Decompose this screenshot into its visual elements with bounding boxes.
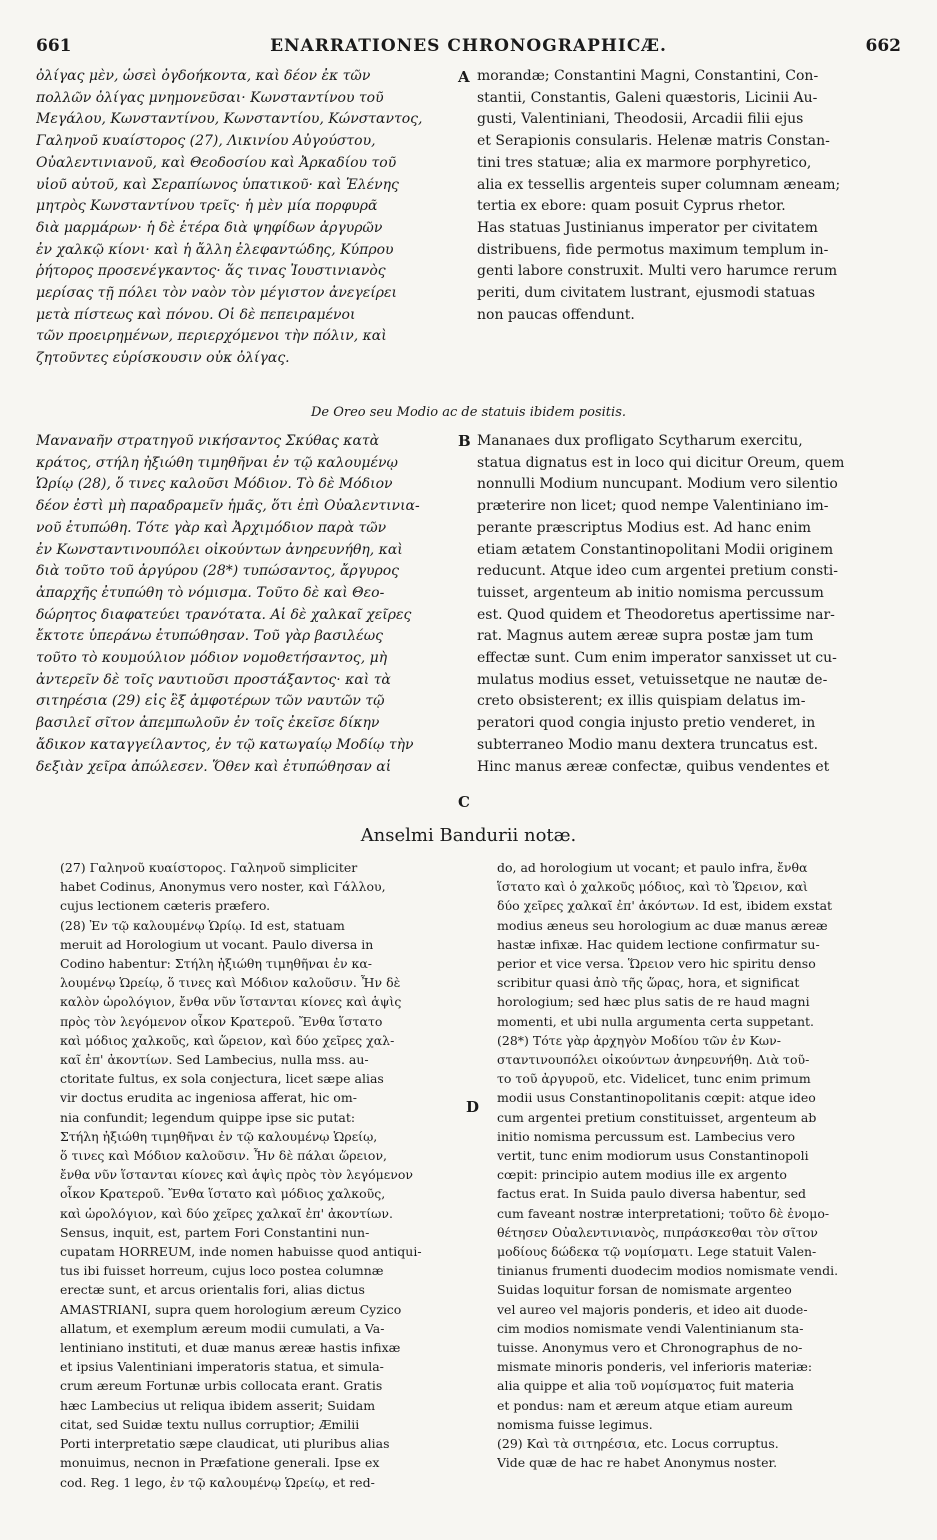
- text-line: ἔνθα νῦν ἵστανται κίονες καὶ ἁψὶς πρὸς τὸν λεγόμενον: [60, 1167, 413, 1183]
- text-line: τοῦτο τὸ κουμούλιον μόδιον νομοθετήσαντος, μὴ: [36, 650, 388, 667]
- text-line: modius æneus seu horologium ac duæ manus æreæ: [497, 917, 828, 933]
- text-line: ctoritate fultus, ex sola conjectura, licet sæpe alias: [60, 1071, 384, 1087]
- text-line: ἵστατο καὶ ὁ χαλκοῦς μόδιος, καὶ τὸ Ὥρειον, καὶ: [497, 879, 808, 895]
- text-line: δύο χεῖρες χαλκαῖ ἐπ' ἀκόντων. Id est, ibidem exstat: [497, 898, 833, 914]
- text-line: (28*) Τότε γὰρ ἀρχηγὸν Μοδίου τῶν ἐν Κων-: [497, 1032, 781, 1048]
- notes-right-column: [497, 858, 905, 1473]
- text-line: θέτησεν Οὐαλεντινιανὸς, πιπράσκεσθαι τὸν σῖτον: [497, 1224, 818, 1240]
- notes-title: Anselmi Bandurii notæ.: [360, 825, 577, 846]
- text-line: et ipsius Valentiniani imperatoris statua, et simula-: [60, 1359, 384, 1375]
- text-line: μητρὸς Κωνσταντίνου τρεῖς· ἡ μὲν μία πορφυρᾶ: [36, 198, 378, 215]
- text-line: Codino habentur: Στήλη ἠξιώθη τιμηθῆναι ἐν κα-: [60, 956, 373, 972]
- text-line: tertia ex ebore: quam posuit Cyprus rhetor.: [477, 198, 786, 215]
- text-line: ζητοῦντες εὑρίσκουσιν οὐκ ὀλίγας.: [36, 350, 290, 367]
- text-line: peratori quod congia injusto pretio venderet, in: [477, 715, 816, 732]
- text-line: AMASTRIANI, supra quem horologium æreum Cyzico: [60, 1301, 402, 1317]
- text-line: καὶ ὡρολόγιον, καὶ δύο χεῖρες χαλκαῖ ἐπ' ἀκοντίων.: [60, 1205, 393, 1221]
- text-line: alia ex tessellis argenteis super columnam æneam;: [477, 176, 841, 193]
- text-line: λουμένῳ Ὡρείῳ, ὅ τινες καὶ Μόδιον καλοῦσιν. Ἦν δὲ: [60, 975, 401, 991]
- text-line: creto obsisterent; ex illis quispiam delatus im-: [477, 693, 806, 710]
- text-line: το τοῦ ἀργυροῦ, etc. Videlicet, tunc enim primum: [497, 1071, 811, 1087]
- text-line: rat. Magnus autem æreæ supra postæ jam tum: [477, 628, 814, 645]
- text-line: erectæ sunt, et arcus orientalis fori, alias dictus: [60, 1282, 365, 1298]
- text-line: σταντινουπόλει οἰκούντων ἀνηρευνήθη. Διὰ τοῦ-: [497, 1052, 810, 1068]
- text-line: διὰ τοῦτο τοῦ ἀργύρου (28*) τυπώσαντος, ἄργυρος: [36, 563, 400, 580]
- text-line: mismate minoris ponderis, vel inferioris materiæ:: [497, 1359, 813, 1375]
- text-line: vir doctus erudita ac ingeniosa afferat, hic om-: [60, 1090, 357, 1106]
- text-line: Μαναναῆν στρατηγοῦ νικήσαντος Σκύθας κατὰ: [36, 433, 380, 449]
- text-line: cum faveant nostræ interpretationi; τοῦτο δὲ ἐνομο-: [497, 1205, 830, 1221]
- text-line: est. Quod quidem et Theodoretus apertissime nar-: [477, 606, 835, 623]
- running-header: [36, 36, 901, 62]
- text-line: et pondus: nam et æreum atque etiam aureum: [497, 1397, 793, 1413]
- text-line: crum æreum Fortunæ urbis collocata erant. Gratis: [60, 1378, 383, 1394]
- text-line: nomisma fuisse legimus.: [497, 1416, 653, 1432]
- text-line: μοδίους δώδεκα τῷ νομίσματι. Lege statuit Valen-: [497, 1244, 817, 1260]
- text-line: genti labore construxit. Multi vero harumce rerum: [477, 263, 838, 280]
- text-line: υἱοῦ αὐτοῦ, καὶ Σεραπίωνος ὑπατικοῦ· καὶ Ἑλένης: [36, 176, 399, 193]
- text-line: Mananaes dux profligato Scytharum exercitu,: [477, 433, 803, 449]
- text-line: δέον ἐστὶ μὴ παραδραμεῖν ἡμᾶς, ὅτι ἐπὶ Οὐαλεντινια-: [36, 498, 420, 515]
- text-line: cupatam HORREUM, inde nomen habuisse quod antiqui-: [60, 1244, 422, 1260]
- text-line: Ὡρίῳ (28), ὅ τινες καλοῦσι Μόδιον. Τὸ δὲ Μόδιον: [36, 476, 393, 493]
- text-line: ἐν χαλκῷ κίονι· καὶ ἡ ἄλλη ἐλεφαντώδης, Κύπρου: [36, 241, 394, 258]
- text-line: vel aureo vel majoris ponderis, et ideo ait duode-: [497, 1301, 808, 1317]
- text-line: alia quippe et alia τοῦ νομίσματος fuit materia: [497, 1378, 795, 1394]
- text-line: morandæ; Constantini Magni, Constantini, Con-: [477, 68, 819, 84]
- text-line: effectæ sunt. Cum enim imperator sanxisset ut cu-: [477, 650, 837, 667]
- text-line: (29) Καὶ τὰ σιτηρέσια, etc. Locus corruptus.: [497, 1436, 779, 1452]
- text-line: non paucas offendunt.: [477, 306, 635, 323]
- text-line: et Serapionis consularis. Helenæ matris Constan-: [477, 133, 830, 150]
- text-line: Vide quæ de hac re habet Anonymus noster.: [497, 1455, 778, 1471]
- text-line: Sensus, inquit, est, partem Fori Constantini nun-: [60, 1224, 370, 1240]
- text-line: vertit, tunc enim modiorum usus Constantinopoli: [497, 1148, 809, 1164]
- text-line: καὶ μόδιος χαλκοῦς, καὶ ὥρειον, καὶ δύο χεῖρες χαλ-: [60, 1032, 395, 1048]
- text-line: periti, dum civitatem lustrant, ejusmodi statuas: [477, 285, 816, 302]
- text-line: initio nomisma percussum est. Lambecius vero: [497, 1128, 796, 1144]
- text-line: præterire non licet; quod nempe Valentiniano im-: [477, 498, 829, 515]
- text-line: tus ibi fuisset horreum, cujus loco postea columnæ: [60, 1263, 384, 1279]
- text-line: σιτηρέσια (29) εἰς ἓξ ἀμφοτέρων τῶν ναυτῶν τῷ: [36, 693, 385, 710]
- section-marker-c: C: [458, 793, 470, 811]
- text-line: πρὸς τὸν λεγόμενον οἶκον Κρατεροῦ. Ἔνθα ἵστατο: [60, 1013, 383, 1029]
- text-line: κράτος, στήλη ἠξιώθη τιμηθῆναι ἐν τῷ καλουμένῳ: [36, 454, 398, 471]
- running-title: ENARRATIONES CHRONOGRAPHICÆ.: [270, 36, 667, 56]
- text-line: gusti, Valentiniani, Theodosii, Arcadii filii ejus: [477, 111, 804, 128]
- text-line: Μεγάλου, Κωνσταντίνου, Κωνσταντίου, Κώνσταντος,: [36, 111, 423, 128]
- text-line: momenti, et ubi nulla argumenta certa suppetant.: [497, 1013, 815, 1029]
- text-line: perior et vice versa. Ὥρειον vero hic spiritu denso: [497, 956, 816, 972]
- text-line: tuisset, argenteum ab initio nomisma percussum: [477, 584, 824, 601]
- text-line: ἔκτοτε ὑπεράνω ἐτυπώθησαν. Τοῦ γὰρ βασιλέως: [36, 628, 383, 645]
- section2-greek-column: [36, 431, 466, 778]
- page-number-right: 662: [865, 36, 901, 56]
- text-line: do, ad horologium ut vocant; et paulo infra, ἔνθα: [497, 860, 808, 875]
- text-line: stantii, Constantis, Galeni quæstoris, Licinii Au-: [477, 89, 818, 106]
- text-line: νοῦ ἐτυπώθη. Τότε γὰρ καὶ Ἀρχιμόδιον παρὰ τῶν: [36, 519, 387, 536]
- text-line: διὰ μαρμάρων· ἡ δὲ ἑτέρα διὰ ψηφίδων ἀργυρῶν: [36, 219, 383, 236]
- text-line: cum argentei pretium constituisset, argenteum ab: [497, 1109, 817, 1125]
- text-line: nonnulli Modium nuncupant. Modium vero silentio: [477, 476, 838, 493]
- text-line: δώρητος διαφατεύει τρανότατα. Αἱ δὲ χαλκαῖ χεῖρες: [36, 606, 412, 623]
- text-line: mulatus modius esset, vetuissetque ne nautæ de-: [477, 671, 828, 688]
- text-line: Γαληνοῦ κυαίστορος (27), Λικινίου Αὐγούστου,: [36, 133, 376, 150]
- text-line: cim modios nomismate vendi Valentinianum sta-: [497, 1320, 804, 1336]
- text-line: reducunt. Atque ideo cum argentei pretium consti-: [477, 563, 838, 580]
- text-line: meruit ad Horologium ut vocant. Paulo diversa in: [60, 936, 374, 952]
- text-line: factus erat. In Suida paulo diversa habentur, sed: [497, 1186, 807, 1202]
- section-marker-a: A: [458, 68, 470, 86]
- text-line: hæc Lambecius ut reliqua ibidem asserit; Suidam: [60, 1397, 376, 1413]
- page-number-left: 661: [36, 36, 72, 56]
- text-line: cujus lectionem cæteris præfero.: [60, 898, 271, 914]
- text-line: (27) Γαληνοῦ κυαίστορος. Γαληνοῦ simpliciter: [60, 860, 358, 875]
- text-line: ὅ τινες καὶ Μόδιον καλοῦσιν. Ἦν δὲ πάλαι ὥρειον,: [60, 1148, 388, 1164]
- text-line: horologium; sed hæc plus satis de re haud magni: [497, 994, 810, 1010]
- text-line: distribuens, fide permotus maximum templum in-: [477, 241, 829, 258]
- text-line: scribitur quasi ἀπὸ τῆς ὥρας, hora, et significat: [497, 975, 800, 991]
- text-line: modii usus Constantinopolitanis cœpit: atque ideo: [497, 1090, 816, 1106]
- text-line: ῥήτορος προσενέγκαντος· ἅς τινας Ἰουστινιανὸς: [36, 263, 386, 280]
- text-line: Has statuas Justinianus imperator per civitatem: [477, 219, 818, 236]
- text-line: cœpit: principio autem modius ille ex argento: [497, 1167, 787, 1183]
- text-line: statua dignatus est in loco qui dicitur Oreum, quem: [477, 454, 845, 471]
- text-line: ἀπαρχῆς ἐτυπώθη τὸ νόμισμα. Τοῦτο δὲ καὶ Θεο-: [36, 584, 385, 601]
- notes-left-column: [60, 858, 460, 1492]
- text-line: Οὐαλεντινιανοῦ, καὶ Θεοδοσίου καὶ Ἀρκαδίου τοῦ: [36, 154, 397, 171]
- text-line: ἀντερεῖν δὲ τοῖς ναυτιοῦσι προστάξαντος· καὶ τὰ: [36, 671, 391, 688]
- text-line: nia confundit; legendum quippe ipse sic putat:: [60, 1109, 356, 1125]
- section-marker-d: D: [466, 1098, 480, 1116]
- text-line: subterraneo Modio manu dextera truncatus est.: [477, 736, 819, 753]
- text-line: μετὰ πίστεως καὶ πόνου. Οἱ δὲ πεπειραμένοι: [36, 306, 356, 323]
- section-marker-b: B: [458, 432, 471, 450]
- text-line: citat, sed Suidæ textu nullus corruptior; Æmilii: [60, 1416, 360, 1432]
- text-line: allatum, et exemplum æreum modii cumulati, a Va-: [60, 1320, 385, 1336]
- text-line: οἶκον Κρατεροῦ. Ἔνθα ἵστατο καὶ μόδιος χαλκοῦς,: [60, 1186, 386, 1202]
- section2-latin-column: [477, 431, 903, 778]
- text-line: monuimus, necnon in Præfatione generali. Ipse ex: [60, 1455, 380, 1471]
- text-line: καῖ ἐπ' ἀκοντίων. Sed Lambecius, nulla mss. au-: [60, 1052, 369, 1068]
- text-line: (28) Ἐν τῷ καλουμένῳ Ὡρίῳ. Id est, statuam: [60, 917, 345, 933]
- text-line: perante præscriptus Modius est. Ad hanc enim: [477, 519, 812, 536]
- text-line: habet Codinus, Anonymus vero noster, καὶ Γάλλου,: [60, 879, 386, 895]
- text-line: lentiniano instituti, et duæ manus æreæ hastis infixæ: [60, 1340, 401, 1356]
- text-line: tini tres statuæ; alia ex marmore porphyretico,: [477, 154, 812, 171]
- subheading: De Oreo seu Modio ac de statuis ibidem positis.: [310, 405, 626, 420]
- text-line: Porti interpretatio sæpe claudicat, uti pluribus alias: [60, 1436, 390, 1452]
- text-line: καλὸν ὡρολόγιον, ἔνθα νῦν ἵστανται κίονες καὶ ἁψὶς: [60, 994, 402, 1010]
- text-line: cod. Reg. 1 lego, ἐν τῷ καλουμένῳ Ὡρείῳ, et red-: [60, 1474, 375, 1490]
- text-line: ἐν Κωνσταντινουπόλει οἰκούντων ἀνηρευνήθη, καὶ: [36, 541, 403, 558]
- section1-latin-column: [477, 66, 903, 326]
- text-line: Suidas loquitur forsan de nomismate argenteo: [497, 1282, 792, 1298]
- text-line: tuisse. Anonymus vero et Chronographus de no-: [497, 1340, 803, 1356]
- text-line: πολλῶν ὀλίγας μνημονεῦσαι· Κωνσταντίνου τοῦ: [36, 89, 384, 106]
- text-line: etiam ætatem Constantinopolitani Modii originem: [477, 541, 834, 558]
- text-line: ὀλίγας μὲν, ὡσεὶ ὀγδοήκοντα, καὶ δέον ἐκ τῶν: [36, 68, 371, 84]
- text-line: Στήλη ἠξιώθη τιμηθῆναι ἐν τῷ καλουμένῳ Ὡρείῳ,: [60, 1128, 378, 1144]
- text-line: tinianus frumenti duodecim modios nomismate vendi.: [497, 1263, 839, 1279]
- text-line: Hinc manus æreæ confectæ, quibus vendentes et: [477, 758, 830, 775]
- text-line: μερίσας τῇ πόλει τὸν ναὸν τὸν μέγιστον ἀνεγείρει: [36, 285, 398, 302]
- text-line: ἄδικον καταγγείλαντος, ἐν τῷ κατωγαίῳ Μοδίῳ τὴν: [36, 736, 414, 753]
- text-line: δεξιὰν χεῖρα ἀπώλεσεν. Ὅθεν καὶ ἐτυπώθησαν αἱ: [36, 758, 392, 775]
- text-line: hastæ infixæ. Hac quidem lectione confirmatur su-: [497, 936, 820, 952]
- text-line: βασιλεῖ σῖτον ἀπεμπωλοῦν ἐν τοῖς ἐκεῖσε δίκην: [36, 715, 380, 732]
- section1-greek-column: [36, 66, 466, 370]
- text-line: τῶν προειρημένων, περιερχόμενοι τὴν πόλιν, καὶ: [36, 328, 387, 345]
